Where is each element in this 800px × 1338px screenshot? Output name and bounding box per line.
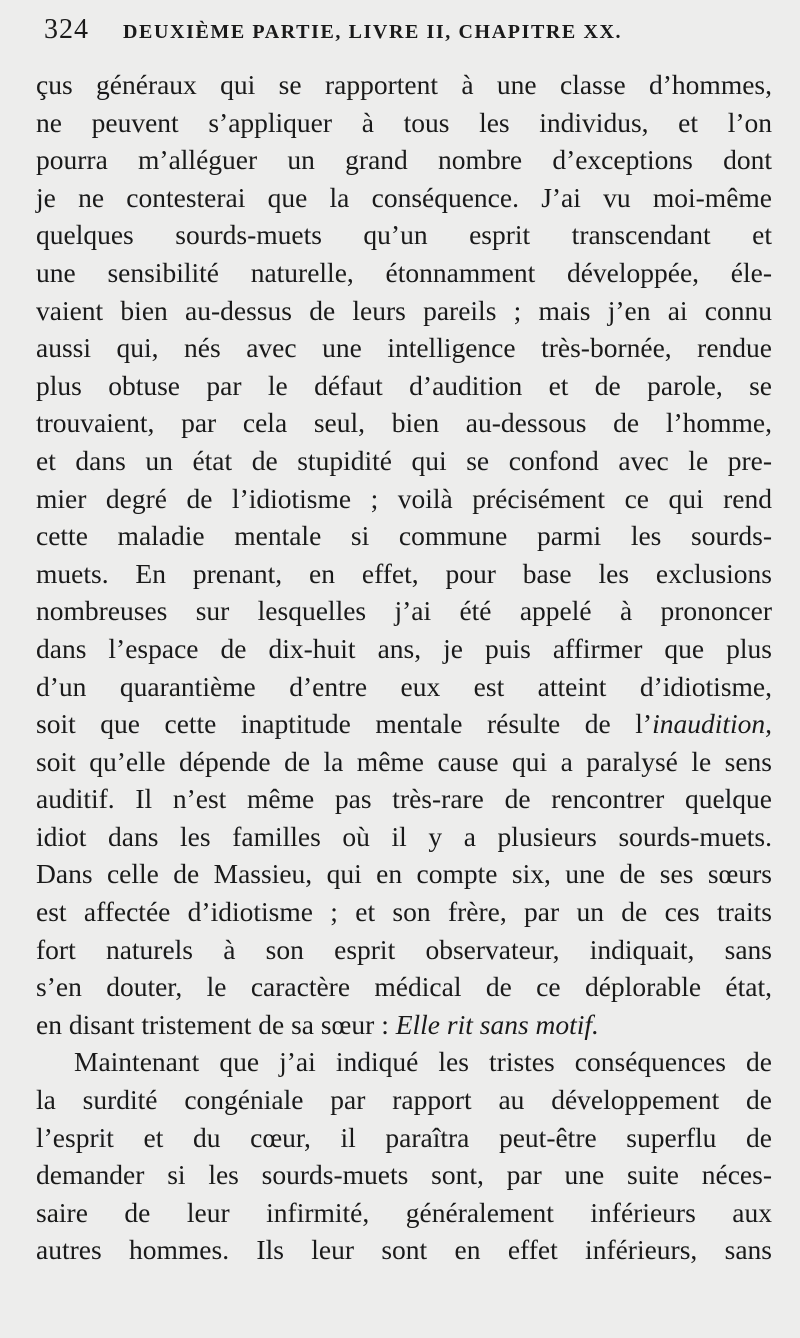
text-line: fort naturels à son esprit observateur, indiquait, sans [36,933,772,965]
text-line: ne peuvent s’appliquer à tous les individus, et l’on [36,106,772,138]
page-header [44,14,764,54]
text-line: cette maladie mentale si commune parmi les sourds- [36,520,772,552]
text-line: est affectée d’idiotisme ; et son frère, par un de ces traits [36,896,772,928]
text-line-with-italic [36,705,772,743]
text-line: dans l’espace de dix-huit ans, je puis affirmer que plus [36,632,772,664]
text-line: pourra m’alléguer un grand nombre d’exceptions dont [36,144,772,176]
paragraph-2 [36,1043,772,1269]
text-line-with-italic [36,1006,772,1044]
text-line: d’un quarantième d’entre eux est atteint d’idiotisme, [36,670,772,702]
text-line: aussi qui, nés avec une intelligence très-bornée, rendue [36,332,772,364]
text-line: autres hommes. Ils leur sont en effet inférieurs, sans [36,1234,772,1266]
page-number: 324 [44,14,89,45]
text-line: nombreuses sur lesquelles j’ai été appelé à prononcer [36,595,772,627]
text-line: vaient bien au-dessus de leurs pareils ; mais j’en ai connu [36,294,772,326]
text-line: je ne contesterai que la conséquence. J’ai vu moi-même [36,181,772,213]
text-line: trouvaient, par cela seul, bien au-dessous de l’homme, [36,407,772,439]
text-line: demander si les sourds-muets sont, par une suite néces- [36,1159,772,1191]
text-line: s’en douter, le caractère médical de ce déplorable état, [36,971,772,1003]
text-line: la surdité congéniale par rapport au développement de [36,1084,772,1116]
text-line: et dans un état de stupidité qui se confond avec le pre- [36,444,772,476]
text-line: idiot dans les familles où il y a plusieurs sourds-muets. [36,820,772,852]
text-line: une sensibilité naturelle, étonnamment développée, éle- [36,256,772,288]
text-line: Dans celle de Massieu, qui en compte six, une de ses sœurs [36,858,772,890]
italic-quote: Elle rit sans motif. [395,1008,599,1040]
text-fragment: en disant tristement de sa sœur : [36,1008,396,1040]
running-head: DEUXIÈME PARTIE, LIVRE II, CHAPITRE XX. [123,21,623,43]
text-line: l’esprit et du cœur, il paraîtra peut-être superflu de [36,1121,772,1153]
text-line: saire de leur infirmité, généralement inférieurs aux [36,1196,772,1228]
text-line: plus obtuse par le défaut d’audition et de parole, se [36,369,772,401]
text-line: soit qu’elle dépende de la même cause qui a paralysé le sens [36,745,772,777]
text-line: muets. En prenant, en effet, pour base les exclusions [36,557,772,589]
text-line: mier degré de l’idiotisme ; voilà précisément ce qui rend [36,482,772,514]
text-fragment: soit que cette inaptitude mentale résulte de l’ [36,708,653,740]
italic-word: inaudition, [652,708,772,740]
page-body [36,66,772,1269]
text-line: auditif. Il n’est même pas très-rare de rencontrer quelque [36,783,772,815]
text-line: Maintenant que j’ai indiqué les tristes conséquences de [74,1046,772,1078]
text-line: çus généraux qui se rapportent à une classe d’hommes, [36,69,772,100]
paragraph-1 [36,66,772,1043]
text-line: quelques sourds-muets qu’un esprit transcendant et [36,219,772,251]
